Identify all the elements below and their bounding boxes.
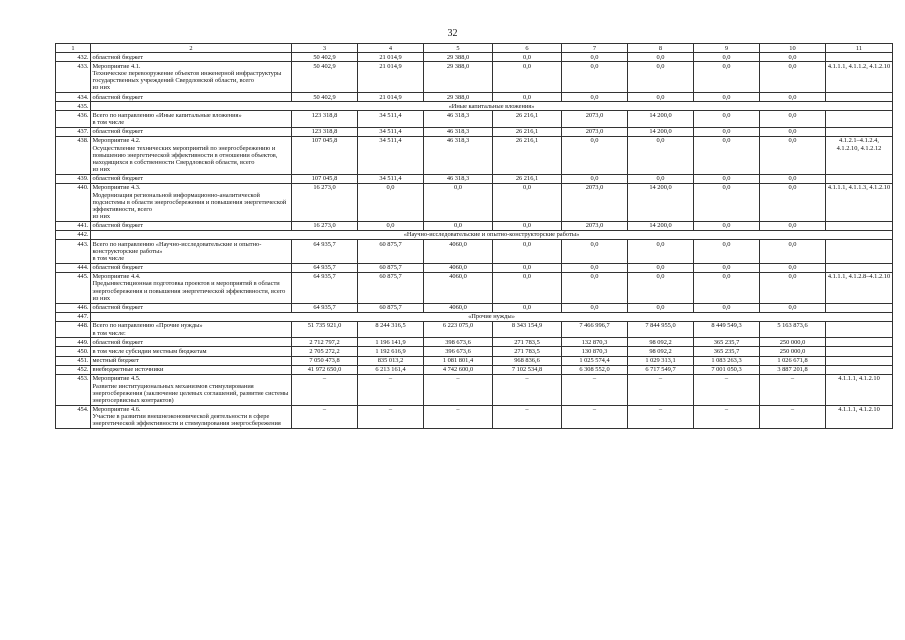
row-number: 435. [56,102,91,111]
target-indicators [826,365,893,374]
target-indicators [826,347,893,356]
column-number: 4 [358,44,424,53]
column-number: 11 [826,44,893,53]
amount-cell: – [358,374,424,405]
amount-cell: – [292,405,358,429]
amount-cell: 0,0 [628,136,694,174]
amount-cell: 5 163 873,6 [760,321,826,337]
row-number: 434. [56,93,91,102]
amount-cell: 0,0 [694,303,760,312]
row-number: 448. [56,321,91,337]
amount-cell: 0,0 [493,183,562,221]
amount-cell: 21 014,9 [358,53,424,62]
amount-cell: – [694,405,760,429]
amount-cell: 0,0 [493,272,562,303]
amount-cell: – [628,374,694,405]
column-number: 1 [56,44,91,53]
section-row [56,230,893,239]
row-description: Мероприятие 4.6. Участие в развитии внешнеэкономической деятельности в сфере энергетической эффективности и стимулирования энергосбережения [91,405,292,429]
target-indicators [826,127,893,136]
amount-cell: 0,0 [694,240,760,264]
amount-cell: – [694,374,760,405]
target-indicators [826,93,893,102]
amount-cell: 0,0 [493,263,562,272]
amount-cell: 0,0 [760,183,826,221]
amount-cell: 4060,0 [424,263,493,272]
amount-cell: 26 216,1 [493,127,562,136]
row-description: Всего по направлению «Научно-исследовательские и опытно-конструкторские работы» в том числе [91,240,292,264]
amount-cell: 29 388,0 [424,53,493,62]
amount-cell: 14 200,0 [628,127,694,136]
amount-cell: 2073,0 [562,127,628,136]
amount-cell: 50 402,9 [292,62,358,93]
column-number: 8 [628,44,694,53]
amount-cell: 0,0 [694,62,760,93]
amount-cell: 0,0 [493,62,562,93]
amount-cell: 4 742 600,0 [424,365,493,374]
amount-cell: 8 244 316,5 [358,321,424,337]
target-indicators [826,303,893,312]
row-description: областной бюджет [91,221,292,230]
amount-cell: – [493,374,562,405]
row-description: в том числе субсидии местным бюджетам [91,347,292,356]
table-row [56,127,893,136]
amount-cell: 26 216,1 [493,136,562,174]
target-indicators [826,356,893,365]
amount-cell: 0,0 [562,62,628,93]
amount-cell: 98 092,2 [628,338,694,347]
amount-cell: 0,0 [628,174,694,183]
amount-cell: 0,0 [562,240,628,264]
amount-cell: 14 200,0 [628,111,694,127]
amount-cell: 60 875,7 [358,240,424,264]
amount-cell: 107 045,8 [292,174,358,183]
amount-cell: 0,0 [760,93,826,102]
row-description: областной бюджет [91,303,292,312]
amount-cell: 968 836,6 [493,356,562,365]
target-indicators: 4.1.1.1, 4.1.2.8–4.1.2.10 [826,272,893,303]
amount-cell: 132 870,3 [562,338,628,347]
amount-cell: 0,0 [760,62,826,93]
program-table [55,43,893,429]
amount-cell: 64 935,7 [292,240,358,264]
row-description: областной бюджет [91,263,292,272]
row-number: 440. [56,183,91,221]
row-description: Всего по направлению «Прочие нужды» в том числе: [91,321,292,337]
amount-cell: 107 045,8 [292,136,358,174]
row-description: областной бюджет [91,174,292,183]
amount-cell: 0,0 [562,136,628,174]
amount-cell: 0,0 [694,221,760,230]
amount-cell: 0,0 [493,93,562,102]
amount-cell: 6 717 549,7 [628,365,694,374]
column-number-row [56,44,893,53]
amount-cell: 0,0 [694,183,760,221]
section-row [56,312,893,321]
amount-cell: 0,0 [562,272,628,303]
target-indicators [826,338,893,347]
amount-cell: 0,0 [694,263,760,272]
amount-cell: 0,0 [493,303,562,312]
row-description: Всего по направлению «Иные капитальные вложения» в том числе [91,111,292,127]
row-number: 450. [56,347,91,356]
amount-cell: 0,0 [358,221,424,230]
row-number: 453. [56,374,91,405]
column-number: 5 [424,44,493,53]
amount-cell: 14 200,0 [628,183,694,221]
amount-cell: 0,0 [628,240,694,264]
column-number: 6 [493,44,562,53]
amount-cell: 0,0 [694,127,760,136]
row-number: 438. [56,136,91,174]
amount-cell: 365 235,7 [694,347,760,356]
amount-cell: 29 388,0 [424,93,493,102]
table-row [56,53,893,62]
amount-cell: 0,0 [694,174,760,183]
table-row [56,356,893,365]
amount-cell: 0,0 [562,93,628,102]
table-row [56,374,893,405]
section-title: «Научно-исследовательские и опытно-конструкторские работы» [91,230,893,239]
amount-cell: 26 216,1 [493,111,562,127]
amount-cell: 98 092,2 [628,347,694,356]
amount-cell: 4060,0 [424,272,493,303]
amount-cell: 0,0 [628,303,694,312]
target-indicators: 4.1.2.1–4.1.2.4, 4.1.2.10, 4.1.2.12 [826,136,893,174]
amount-cell: 0,0 [493,240,562,264]
amount-cell: 64 935,7 [292,263,358,272]
amount-cell: 0,0 [694,53,760,62]
row-description: Мероприятие 4.1. Техническое перевооружение объектов инженерной инфраструктуры государственных учреждений Свердловской области, всего из них [91,62,292,93]
table-row [56,263,893,272]
amount-cell: 6 223 075,0 [424,321,493,337]
row-description: Мероприятие 4.3. Модернизация региональной информационно-аналитической подсистемы в области энергосбережения и повышения энергетической эффективности, всего из них [91,183,292,221]
amount-cell: 0,0 [493,53,562,62]
table-row [56,347,893,356]
column-number: 10 [760,44,826,53]
table-row [56,62,893,93]
amount-cell: 4060,0 [424,303,493,312]
amount-cell: 0,0 [562,303,628,312]
target-indicators: 4.1.1.1, 4.1.2.10 [826,405,893,429]
amount-cell: 0,0 [694,93,760,102]
amount-cell: 0,0 [694,111,760,127]
amount-cell: 60 875,7 [358,263,424,272]
amount-cell: 123 318,8 [292,111,358,127]
amount-cell: 14 200,0 [628,221,694,230]
amount-cell: 6 308 552,0 [562,365,628,374]
amount-cell: 0,0 [628,263,694,272]
column-number: 7 [562,44,628,53]
amount-cell: 2073,0 [562,221,628,230]
amount-cell: 0,0 [562,53,628,62]
amount-cell: 0,0 [760,127,826,136]
page-number: 32 [447,28,458,39]
table-row [56,303,893,312]
target-indicators [826,53,893,62]
amount-cell: 7 050 473,8 [292,356,358,365]
row-number: 437. [56,127,91,136]
target-indicators: 4.1.1.1, 4.1.1.2, 4.1.2.10 [826,62,893,93]
table-row [56,338,893,347]
row-number: 449. [56,338,91,347]
amount-cell: 4060,0 [424,240,493,264]
amount-cell: 0,0 [694,272,760,303]
amount-cell: 1 192 616,9 [358,347,424,356]
amount-cell: 34 511,4 [358,111,424,127]
table-row [56,93,893,102]
amount-cell: 0,0 [628,53,694,62]
amount-cell: 0,0 [628,93,694,102]
amount-cell: 34 511,4 [358,174,424,183]
amount-cell: 46 318,3 [424,136,493,174]
row-number: 446. [56,303,91,312]
amount-cell: 7 844 955,0 [628,321,694,337]
amount-cell: – [424,405,493,429]
amount-cell: 0,0 [760,111,826,127]
amount-cell: 64 935,7 [292,272,358,303]
amount-cell: 46 318,3 [424,174,493,183]
amount-cell: 0,0 [760,174,826,183]
target-indicators [826,111,893,127]
amount-cell: 2073,0 [562,111,628,127]
amount-cell: 250 000,0 [760,347,826,356]
target-indicators [826,174,893,183]
row-number: 439. [56,174,91,183]
amount-cell: 1 083 263,3 [694,356,760,365]
row-description: областной бюджет [91,93,292,102]
amount-cell: 2 705 272,2 [292,347,358,356]
target-indicators [826,240,893,264]
amount-cell: 46 318,3 [424,111,493,127]
table-row [56,240,893,264]
row-number: 452. [56,365,91,374]
row-description: областной бюджет [91,127,292,136]
row-number: 433. [56,62,91,93]
target-indicators: 4.1.1.1, 4.1.2.10 [826,374,893,405]
table-row [56,221,893,230]
amount-cell: 60 875,7 [358,272,424,303]
row-number: 444. [56,263,91,272]
amount-cell: 0,0 [628,272,694,303]
amount-cell: 835 013,2 [358,356,424,365]
amount-cell: 1 026 671,8 [760,356,826,365]
row-description: областной бюджет [91,338,292,347]
amount-cell: – [424,374,493,405]
amount-cell: – [493,405,562,429]
table-row [56,111,893,127]
table-row [56,365,893,374]
amount-cell: 271 783,5 [493,338,562,347]
amount-cell: 7 001 050,3 [694,365,760,374]
amount-cell: 60 875,7 [358,303,424,312]
amount-cell: 396 673,6 [424,347,493,356]
target-indicators [826,263,893,272]
amount-cell: 46 318,3 [424,127,493,136]
section-row [56,102,893,111]
amount-cell: 2073,0 [562,183,628,221]
row-number: 451. [56,356,91,365]
amount-cell: 0,0 [760,263,826,272]
amount-cell: 1 029 313,1 [628,356,694,365]
table-row [56,272,893,303]
amount-cell: 0,0 [628,62,694,93]
table-row [56,321,893,337]
amount-cell: 0,0 [760,221,826,230]
amount-cell: 250 000,0 [760,338,826,347]
target-indicators [826,221,893,230]
row-description: областной бюджет [91,53,292,62]
amount-cell: 0,0 [760,240,826,264]
amount-cell: 123 318,8 [292,127,358,136]
amount-cell: 1 196 141,9 [358,338,424,347]
amount-cell: 7 102 534,8 [493,365,562,374]
table-row [56,405,893,429]
amount-cell: 0,0 [760,136,826,174]
amount-cell: 50 402,9 [292,93,358,102]
amount-cell: 3 887 201,8 [760,365,826,374]
row-description: местный бюджет [91,356,292,365]
amount-cell: – [358,405,424,429]
amount-cell: 0,0 [562,174,628,183]
section-title: «Прочие нужды» [91,312,893,321]
section-title: «Иные капитальные вложения» [91,102,893,111]
amount-cell: 2 712 797,2 [292,338,358,347]
amount-cell: 41 972 650,0 [292,365,358,374]
amount-cell: 34 511,4 [358,136,424,174]
amount-cell: – [562,374,628,405]
amount-cell: 0,0 [760,303,826,312]
amount-cell: – [628,405,694,429]
row-description: Мероприятие 4.4. Предынвестиционная подготовка проектов и мероприятий в области энергосбережения и повышения энергетической эффективности, всего из них [91,272,292,303]
amount-cell: – [292,374,358,405]
row-number: 445. [56,272,91,303]
row-number: 436. [56,111,91,127]
amount-cell: 365 235,7 [694,338,760,347]
row-description: внебюджетные источники [91,365,292,374]
amount-cell: 34 511,4 [358,127,424,136]
row-number: 443. [56,240,91,264]
amount-cell: 0,0 [760,272,826,303]
target-indicators: 4.1.1.1, 4.1.1.3, 4.1.2.10 [826,183,893,221]
amount-cell: 0,0 [760,53,826,62]
amount-cell: 0,0 [694,136,760,174]
amount-cell: 16 273,0 [292,183,358,221]
amount-cell: 8 343 154,9 [493,321,562,337]
row-number: 447. [56,312,91,321]
amount-cell: 130 870,3 [562,347,628,356]
amount-cell: – [760,374,826,405]
row-description: Мероприятие 4.2. Осуществление технических мероприятий по энергосбережению и повышению энергетической эффективности в отношении объектов, находящихся в собственности Свердловской области, всего из них [91,136,292,174]
table-row [56,136,893,174]
row-number: 441. [56,221,91,230]
amount-cell: 398 673,6 [424,338,493,347]
amount-cell: 1 081 801,4 [424,356,493,365]
amount-cell: 8 449 549,3 [694,321,760,337]
amount-cell: 0,0 [562,263,628,272]
amount-cell: 50 402,9 [292,53,358,62]
amount-cell: 0,0 [424,183,493,221]
column-number: 9 [694,44,760,53]
amount-cell: – [760,405,826,429]
amount-cell: 1 025 574,4 [562,356,628,365]
row-description: Мероприятие 4.5. Развитие институциональных механизмов стимулирования энергосбережения (заключение целевых соглашений, развитие системы энергосервисных контрактов) [91,374,292,405]
amount-cell: 21 014,9 [358,93,424,102]
row-number: 442. [56,230,91,239]
amount-cell: 26 216,1 [493,174,562,183]
amount-cell: 0,0 [424,221,493,230]
amount-cell: 16 273,0 [292,221,358,230]
amount-cell: 51 735 921,0 [292,321,358,337]
amount-cell: 64 935,7 [292,303,358,312]
amount-cell: 6 213 161,4 [358,365,424,374]
column-number: 2 [91,44,292,53]
table-row [56,183,893,221]
table-row [56,174,893,183]
amount-cell: 21 014,9 [358,62,424,93]
amount-cell: 0,0 [493,221,562,230]
amount-cell: – [562,405,628,429]
amount-cell: 271 783,5 [493,347,562,356]
amount-cell: 7 466 996,7 [562,321,628,337]
amount-cell: 29 388,0 [424,62,493,93]
row-number: 432. [56,53,91,62]
amount-cell: 0,0 [358,183,424,221]
column-number: 3 [292,44,358,53]
row-number: 454. [56,405,91,429]
target-indicators [826,321,893,337]
